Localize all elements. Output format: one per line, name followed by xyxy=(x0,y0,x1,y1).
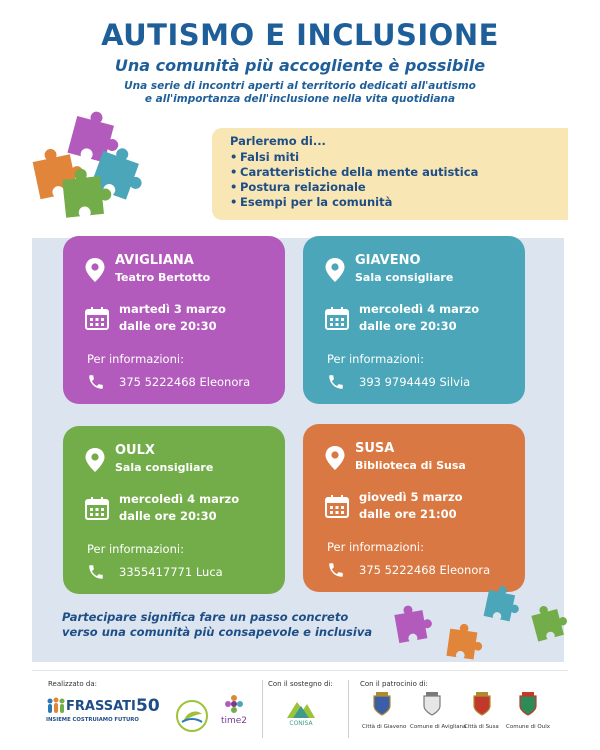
event-time: dalle ore 21:00 xyxy=(359,507,457,521)
tagline xyxy=(62,610,372,640)
event-time: dalle ore 20:30 xyxy=(119,509,217,523)
event-card-avigliana xyxy=(63,236,285,404)
event-info-label: Per informazioni: xyxy=(87,352,184,366)
page-title: AUTISMO E INCLUSIONE xyxy=(101,18,499,52)
event-city: SUSA xyxy=(355,441,395,456)
topics-box xyxy=(212,128,568,220)
time2-logo xyxy=(216,694,252,734)
frassati-logo xyxy=(44,695,172,731)
event-city: OULX xyxy=(115,443,155,458)
comune-label: Città di Susa xyxy=(464,724,499,730)
frassati-name: FRASSATI xyxy=(66,699,136,714)
phone-icon xyxy=(327,373,345,391)
calendar-icon xyxy=(85,496,109,520)
conisa-name: CONISA xyxy=(289,720,313,727)
people-icon xyxy=(46,697,66,715)
frassati-tagline: INSIEME COSTRUIAMO FUTURO xyxy=(46,717,139,723)
puzzle-piece-icon xyxy=(30,110,170,250)
page-subtitle: Una comunità più accogliente è possibile xyxy=(114,56,486,75)
calendar-icon xyxy=(85,306,109,330)
event-phone[interactable]: 375 5222468 Eleonora xyxy=(359,563,491,577)
comune-label: Comune di Avigliana xyxy=(410,724,467,730)
conisa-logo xyxy=(283,694,319,734)
comune-label: Comune di Oulx xyxy=(506,724,551,730)
topic-item: • Esempi per la comunità xyxy=(230,195,568,210)
event-time: dalle ore 20:30 xyxy=(119,319,217,333)
footer-patrocinio-label: Con il patrocinio di: xyxy=(360,680,428,688)
puzzle-piece-icon xyxy=(390,586,568,670)
event-date: mercoledì 4 marzo xyxy=(119,492,240,506)
comune-label: Città di Giaveno xyxy=(362,724,407,730)
event-info-label: Per informazioni: xyxy=(87,542,184,556)
location-pin-icon xyxy=(325,446,345,470)
event-date: mercoledì 4 marzo xyxy=(359,302,480,316)
event-venue: Biblioteca di Susa xyxy=(355,459,466,472)
footer-divider xyxy=(262,680,263,738)
footer-divider xyxy=(348,680,349,738)
tagline-line: verso una comunità più consapevole e inclusiva xyxy=(62,625,373,639)
event-city: GIAVENO xyxy=(355,253,421,268)
description-line: Una serie di incontri aperti al territorio dedicati all'autismo xyxy=(124,80,476,92)
partner-circle-logo xyxy=(176,700,208,732)
footer-sostegno-label: Con il sostegno di: xyxy=(268,680,333,688)
topic-item: • Falsi miti xyxy=(230,150,568,165)
location-pin-icon xyxy=(85,448,105,472)
event-date: martedì 3 marzo xyxy=(119,302,226,316)
event-phone[interactable]: 375 5222468 Eleonora xyxy=(119,375,251,389)
phone-icon xyxy=(327,561,345,579)
topic-item: • Caratteristiche della mente autistica xyxy=(230,165,568,180)
event-time: dalle ore 20:30 xyxy=(359,319,457,333)
calendar-icon xyxy=(325,306,349,330)
event-card-oulx xyxy=(63,426,285,594)
crest-icon xyxy=(472,692,492,716)
topics-heading: Parleremo di... xyxy=(230,134,326,148)
event-info-label: Per informazioni: xyxy=(327,540,424,554)
topics-list xyxy=(230,150,568,210)
event-date: giovedì 5 marzo xyxy=(359,490,463,504)
event-city: AVIGLIANA xyxy=(115,253,194,268)
calendar-icon xyxy=(325,494,349,518)
time2-name: time2 xyxy=(220,716,248,726)
event-phone[interactable]: 3355417771 Luca xyxy=(119,565,223,579)
mountain-icon xyxy=(283,694,319,720)
frassati-50: 50 xyxy=(136,696,160,716)
page-description xyxy=(0,80,600,106)
phone-icon xyxy=(87,563,105,581)
topic-item: • Postura relazionale xyxy=(230,180,568,195)
phone-icon xyxy=(87,373,105,391)
event-card-giaveno xyxy=(303,236,525,404)
crest-icon xyxy=(518,692,538,716)
event-venue: Teatro Bertotto xyxy=(115,271,211,284)
location-pin-icon xyxy=(325,258,345,282)
tagline-line: Partecipare significa fare un passo concreto xyxy=(62,610,349,624)
event-info-label: Per informazioni: xyxy=(327,352,424,366)
flower-icon xyxy=(216,694,252,716)
location-pin-icon xyxy=(85,258,105,282)
leaf-icon xyxy=(178,702,206,730)
event-phone[interactable]: 393 9794449 Silvia xyxy=(359,375,471,389)
description-line: e all'importanza dell'inclusione nella vita quotidiana xyxy=(144,93,456,105)
event-venue: Sala consigliare xyxy=(115,461,214,474)
event-venue: Sala consigliare xyxy=(355,271,454,284)
footer-separator xyxy=(32,670,568,671)
footer-realizzato-label: Realizzato da: xyxy=(48,680,98,688)
crest-icon xyxy=(422,692,442,716)
event-card-susa xyxy=(303,424,525,592)
crest-icon xyxy=(372,692,392,716)
